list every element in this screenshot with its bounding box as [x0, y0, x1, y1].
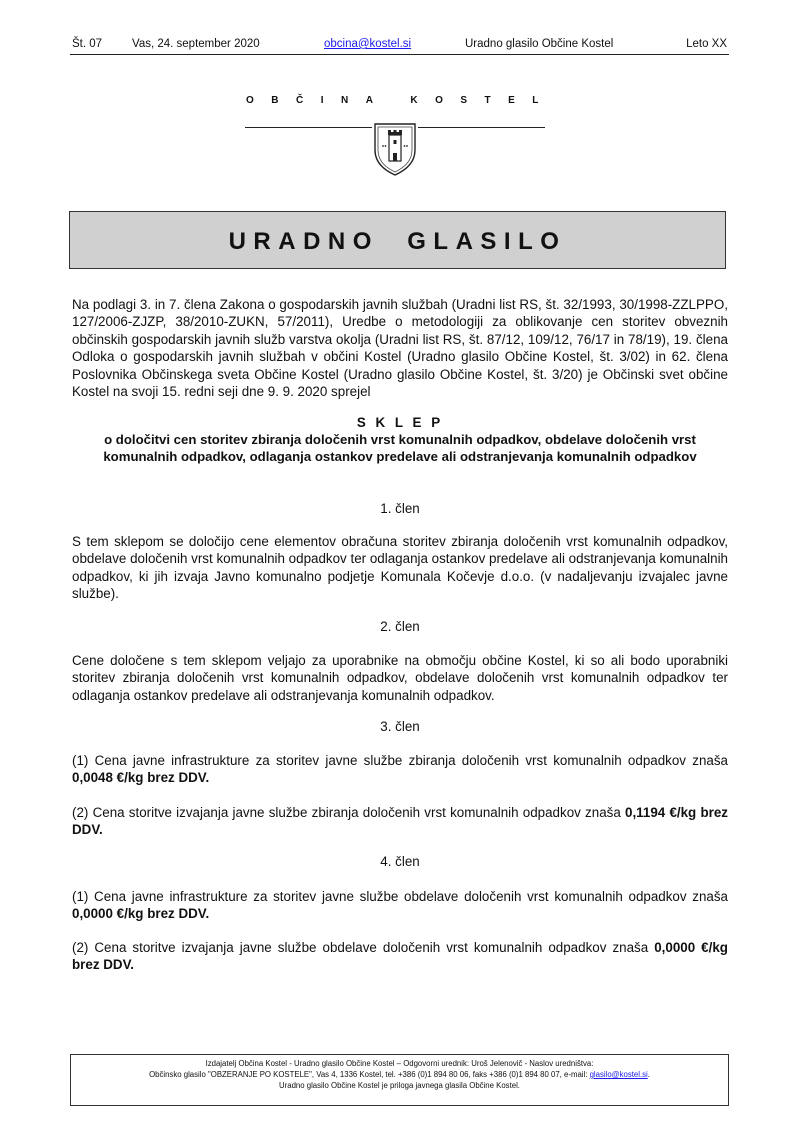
page-header [70, 38, 729, 55]
gazette-title-box [69, 211, 726, 269]
municipality-name: OBČINA KOSTEL [246, 95, 556, 106]
article-1-text: S tem sklepom se določijo cene elementov obračuna storitev zbiranja določenih vrst komunalnih odpadkov, obdelave določenih vrst komunalnih odpadkov ter odlaganja ostankov predelave ali odstranjevanja komunalnih odpadkov, ki jih izvaja Javno komunalno podjetje Komunala Kočevje d.o.o. (v nadaljevanju izvajalec javne službe). [72, 534, 728, 602]
preamble: Na podlagi 3. in 7. člena Zakona o gospodarskih javnih službah (Uradni list RS, št. 32/1993, 30/1998-ZZLPPO, 127/2006-ZJZP, 38/2010-ZUKN, 57/2011), Uredbe o metodologiji za oblikovanje cen storitev obveznih občinskih gospodarskih javnih služb varstva okolja (Uradni list RS, št. 87/12, 109/12, 76/17 in 78/19), 19. člena Odloka o gospodarskih javnih službah v občini Kostel (Uradno glasilo Občine Kostel, št. 3/02) in 62. člena Poslovnika Občinskega sveta Občine Kostel (Uradno glasilo Občine Kostel, št. 3/20) je Občinski svet občine Kostel na svoji 15. redni seji dne 9. 9. 2020 sprejel [72, 297, 728, 400]
footer-contact: Občinsko glasilo "OBZERANJE PO KOSTELE", Vas 4, 1336 Kostel, tel. +386 (0)1 894 80 06, faks +386 (0)1 894 80 07, e-mail: [149, 1070, 590, 1079]
volume-year: Leto XX [686, 38, 727, 50]
article-4-paragraph-1: (1) Cena javne infrastrukture za storitev javne službe obdelave določenih vrst komunalnih odpadkov znaša 0,0000 €/kg brez DDV. [72, 889, 728, 922]
article-3-paragraph-1: (1) Cena javne infrastrukture za storitev javne službe zbiranja določenih vrst komunalnih odpadkov znaša 0,0048 €/kg brez DDV. [72, 753, 728, 786]
issue-number: Št. 07 [72, 38, 103, 50]
footer-line-1: Izdajatelj Občina Kostel - Uradno glasilo Občine Kostel – Odgovorni urednik: Uroš Jelenovič - Naslov uredništva: [205, 1059, 594, 1068]
decision-title: S K L E P [356, 415, 444, 430]
article-3-p2-text: (2) Cena storitve izvajanja javne službe zbiranja določenih vrst komunalnih odpadkov znaša [72, 805, 626, 820]
page-footer [70, 1054, 729, 1106]
footer-line-3: Uradno glasilo Občine Kostel je priloga javnega glasila Občine Kostel. [279, 1081, 520, 1090]
coat-of-arms-icon [372, 120, 418, 176]
issue-date: Vas, 24. september 2020 [132, 38, 260, 50]
article-4-p2-price: 0,0000 €/kg brez DDV [72, 940, 728, 973]
article-4-paragraph-2: (2) Cena storitve izvajanja javne službe obdelave določenih vrst komunalnih odpadkov znaša 0,0000 €/kg brez DDV. [72, 940, 728, 973]
article-3-paragraph-2: (2) Cena storitve izvajanja javne službe zbiranja določenih vrst komunalnih odpadkov znaša 0,1194 €/kg brez DDV. [72, 805, 728, 838]
article-2-heading: 2. člen [380, 619, 420, 634]
article-3-p2-price: 0,1194 €/kg brez DDV [72, 805, 728, 838]
publication-name: Uradno glasilo Občine Kostel [465, 38, 614, 50]
article-3-heading: 3. člen [380, 719, 420, 734]
gazette-title: URADNO GLASILO [228, 228, 567, 255]
article-4-p2-text: (2) Cena storitve izvajanja javne službe obdelave določenih vrst komunalnih odpadkov znaša [72, 940, 655, 955]
footer-email-link[interactable]: glasilo@kostel.si [589, 1070, 648, 1079]
article-3-p1-text: (1) Cena javne infrastrukture za storitev javne službe zbiranja določenih vrst komunalnih odpadkov znaša [72, 753, 728, 768]
decision-subtitle: o določitvi cen storitev zbiranja določenih vrst komunalnih odpadkov, obdelave določenih vrst komunalnih odpadkov, odlaganja ostankov predelave ali odstranjevanja komunalnih odpadkov [103, 432, 697, 464]
article-1-heading: 1. člen [380, 501, 420, 516]
article-3-p1-price: 0,0048 €/kg brez DDV [72, 770, 206, 786]
article-4-p1-text: (1) Cena javne infrastrukture za storitev javne službe obdelave določenih vrst komunalnih odpadkov znaša [72, 889, 728, 904]
article-4-p1-price: 0,0000 €/kg brez DDV [72, 906, 206, 922]
article-4-heading: 4. člen [380, 854, 420, 869]
header-email-link[interactable]: obcina@kostel.si [324, 38, 412, 50]
footer-line-2: Občinsko glasilo "OBZERANJE PO KOSTELE", Vas 4, 1336 Kostel, tel. +386 (0)1 894 80 06, faks +386 (0)1 894 80 07, e-mail: glasilo@kostel.si. [149, 1070, 650, 1079]
article-2-text: Cene določene s tem sklepom veljajo za uporabnike na območju občine Kostel, ki so ali bodo uporabniki storitev zbiranja določenih vrst komunalnih odpadkov, obdelave določenih vrst komunalnih odpadkov ter odlaganja ostankov predelave ali odstranjevanja komunalnih odpadkov. [72, 653, 728, 703]
